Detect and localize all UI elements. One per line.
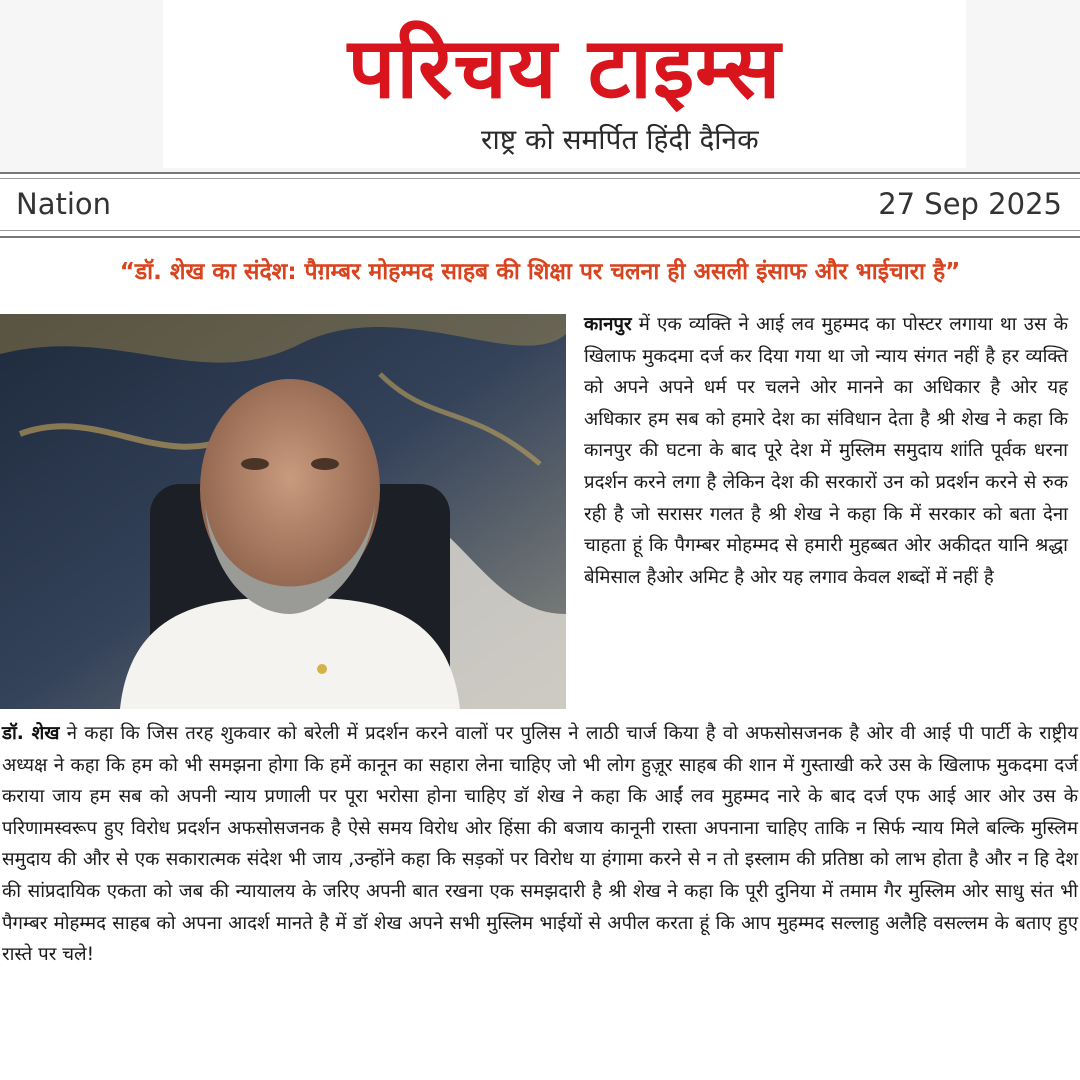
- bottom-rule-thin: [0, 230, 1080, 231]
- section-label: Nation: [16, 187, 112, 221]
- article-paragraph-1: में एक व्यक्ति ने आई लव मुहम्मद का पोस्टर लगाया था उस के खिलाफ मुकदमा दर्ज कर दिया गया था जो न्याय संगत नहीं है हर व्यक्ति को अपने अपने धर्म पर चलने ओर मानने का अधिकार है ओर यह अधिकार हम सब को हमारे देश का संविधान देता है श्री शेख ने कहा कि कानपुर की घटना के बाद पूरे देश में मुस्लिम समुदाय शांति पूर्वक धरना प्रदर्शन करने लगा है लेकिन देश की सरकारों उन को प्रदर्शन करने से रुक रही है जो सरासर गलत है श्री शेख ने कहा कि में सरकार को बता देना चाहता हूं कि पैगम्बर मोहम्मद से हमारी मुहब्बत ओर अकीदत यानि श्रद्धा बेमिसाल हैओर अमिट है ओर यह लगाव केवल शब्दों में नहीं है: [584, 314, 1068, 588]
- person-lead: डॉ. शेख: [2, 723, 60, 744]
- article-paragraph-2: ने कहा कि जिस तरह शुकवार को बरेली में प्रदर्शन करने वालों पर पुलिस ने लाठी चार्ज किया है वो अफसोसजनक है ओर वी आई पी पार्टी के राष्ट्रीय अध्यक्ष ने कहा कि हम को भी समझना होगा कि हमें कानून का सहारा लेना चाहिए जो भी लोग हुज़ूर साहब की शान में गुस्ताखी करे उस के खिलाफ मुकदमा दर्ज कराया जाय हम सब को अपनी न्याय प्रणाली पर पूरा भरोसा होना चाहिए डॉ शेख ने कहा कि आईं लव मुहम्मद नारे के बाद दर्ज एफ आई आर ओर उस के परिणामस्वरूप हुए विरोध प्रदर्शन अफसोसजनक है ऐसे समय विरोध ओर हिंसा की बजाय कानूनी रास्ता अपनाना चाहिए ताकि न सिर्फ न्याय मिले बल्कि मुस्लिम समुदाय की और से एक सकारात्मक संदेश भी जाय ,उन्होंने कहा कि सड़कों पर विरोध या हंगामा करने से न तो इस्लाम की प्रतिष्ठा को लाभ होता है और न हि देश की सांप्रदायिक एकता को जब की न्यायालय के जरिए अपनी बात रखना एक समझदारी है श्री शेख ने कहा कि पूरी दुनिया में तमाम गैर मुस्लिम ओर साधु संत भी पैगम्बर मोहम्मद साहब को अपना आदर्श मानते है में डॉ शेख अपने सभी मुस्लिम भाईयों से अपील करता हूं कि आप मुहम्मद सल्लाहु अलैहि वसल्लम के बताए हुए रास्ते पर चले!: [2, 723, 1078, 966]
- publish-date: 27 Sep 2025: [878, 187, 1062, 221]
- article-full-width-text: [2, 718, 1078, 971]
- bottom-rule: [0, 236, 1080, 238]
- article-photo: [0, 314, 566, 709]
- newspaper-tagline: राष्ट्र को समर्पित हिंदी दैनिक: [481, 123, 759, 156]
- top-rule: [0, 172, 1080, 174]
- article-headline: “डॉ. शेख का संदेश: पैग़म्बर मोहम्मद साहब की शिक्षा पर चलना ही असली इंसाफ और भाईचारा है”: [119, 259, 961, 285]
- masthead: [163, 0, 966, 168]
- newspaper-logo-title: परिचय टाइम्स: [347, 19, 782, 117]
- top-rule-thin: [0, 178, 1080, 179]
- location-lead: कानपुर: [584, 314, 632, 335]
- article-column-text: [584, 309, 1068, 593]
